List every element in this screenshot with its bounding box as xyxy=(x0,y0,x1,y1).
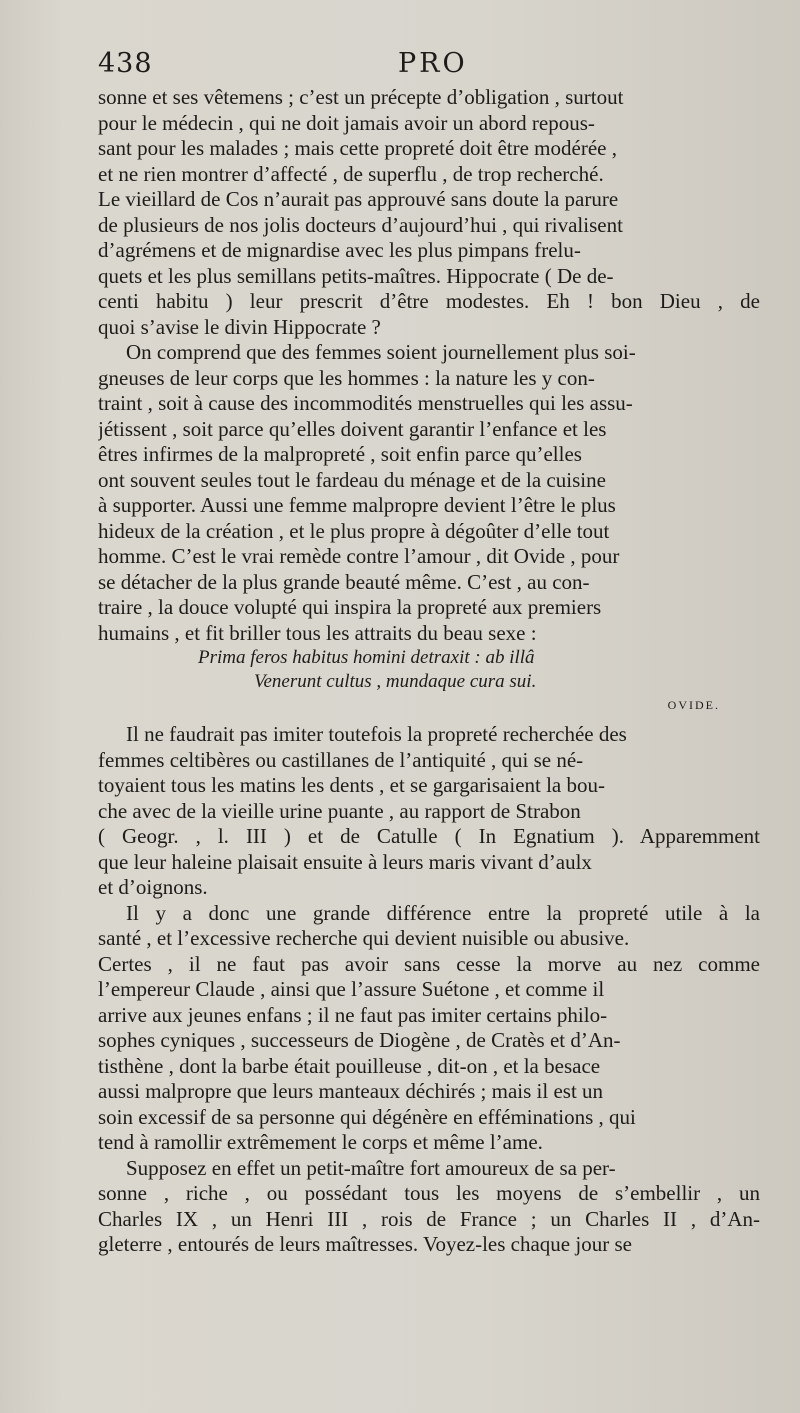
text-line: d’agrémens et de mignardise avec les plus pimpans frelu- xyxy=(98,238,581,262)
text-line: Le vieillard de Cos n’aurait pas approuvé sans doute la parure xyxy=(98,187,619,211)
text-line: Charles IX , un Henri III , rois de France ; un Charles II , d’An- xyxy=(98,1206,760,1231)
paragraph-1 xyxy=(98,85,760,340)
text-line: quets et les plus semillans petits-maîtres. Hippocrate ( De de- xyxy=(98,263,614,288)
text-line: tisthène , dont la barbe était pouilleuse , dit-on , et la besace xyxy=(98,1053,601,1078)
paragraph-3 xyxy=(98,722,760,901)
text-line: l’empereur Claude , ainsi que l’assure Suétone , et comme il xyxy=(98,977,605,1001)
text-line: gneuses de leur corps que les hommes : la nature les y con- xyxy=(98,365,595,390)
text-line: Certes , il ne faut pas avoir sans cesse la morve au nez comme xyxy=(98,951,760,976)
text-line: à supporter. Aussi une femme malpropre devient l’être le plus xyxy=(98,493,616,517)
text-line: de plusieurs de nos jolis docteurs d’aujourd’hui , qui rivalisent xyxy=(98,212,623,237)
verse-line: Prima feros habitus homini detraxit : ab illâ xyxy=(198,647,535,668)
text-line: soin excessif de sa personne qui dégénère en efféminations , qui xyxy=(98,1104,636,1129)
paragraph-2 xyxy=(98,340,760,646)
text-line: toyaient tous les matins les dents , et se gargarisaient la bou- xyxy=(98,773,605,797)
text-line: jétissent , soit parce qu’elles doivent garantir l’enfance et les xyxy=(98,416,607,441)
text-line: arrive aux jeunes enfans ; il ne faut pas imiter certains philo- xyxy=(98,1002,608,1027)
text-line: et d’oignons. xyxy=(98,875,208,899)
text-line: Il y a donc une grande différence entre la propreté utile à la xyxy=(126,900,760,925)
body-text xyxy=(98,85,760,1258)
text-line: pour le médecin , qui ne doit jamais avoir un abord repous- xyxy=(98,110,595,135)
text-line: tend à ramollir extrêmement le corps et même l’ame. xyxy=(98,1130,543,1154)
paragraph-4 xyxy=(98,901,760,1156)
text-line: traire , la douce volupté qui inspira la propreté aux premiers xyxy=(98,595,602,619)
text-line: que leur haleine plaisait ensuite à leurs maris vivant d’aulx xyxy=(98,849,592,874)
text-line: aussi malpropre que leurs manteaux déchirés ; mais il est un xyxy=(98,1079,604,1103)
verse-attribution: OVIDE. xyxy=(667,698,720,712)
text-line: sant pour les malades ; mais cette propreté doit être modérée , xyxy=(98,136,617,160)
text-line: êtres infirmes de la malpropreté , soit enfin parce qu’elles xyxy=(98,442,582,466)
text-line: sonne et ses vêtemens ; c’est un précepte d’obligation , surtout xyxy=(98,85,624,109)
text-line: humains , et fit briller tous les attraits du beau sexe : xyxy=(98,620,537,645)
text-line: traint , soit à cause des incommodités menstruelles qui les assu- xyxy=(98,391,633,415)
text-line: Supposez en effet un petit-maître fort amoureux de sa per- xyxy=(126,1155,616,1180)
text-line: Il ne faudrait pas imiter toutefois la propreté recherchée des xyxy=(126,722,627,746)
text-line: ( Geogr. , l. III ) et de Catulle ( In Egnatium ). Apparemment xyxy=(98,824,760,848)
text-line: santé , et l’excessive recherche qui devient nuisible ou abusive. xyxy=(98,926,630,950)
page-number: 438 xyxy=(98,48,153,79)
paragraph-5 xyxy=(98,1156,760,1258)
running-head: PRO xyxy=(398,48,468,79)
text-line: centi habitu ) leur prescrit d’être modestes. Eh ! bon Dieu , de xyxy=(98,289,760,313)
text-line: se détacher de la plus grande beauté même. C’est , au con- xyxy=(98,569,590,594)
verse-quotation xyxy=(98,646,760,716)
text-line: ont souvent seules tout le fardeau du ménage et de la cuisine xyxy=(98,467,606,492)
text-line: On comprend que des femmes soient journellement plus soi- xyxy=(126,340,636,364)
text-line: sophes cyniques , successeurs de Diogène , de Cratès et d’An- xyxy=(98,1028,621,1052)
text-line: quoi s’avise le divin Hippocrate ? xyxy=(98,314,381,339)
text-line: homme. C’est le vrai remède contre l’amour , dit Ovide , pour xyxy=(98,544,620,568)
text-line: femmes celtibères ou castillanes de l’antiquité , qui se né- xyxy=(98,747,584,772)
page-header xyxy=(98,44,760,84)
text-line: hideux de la création , et le plus propre à dégoûter d’elle tout xyxy=(98,518,610,543)
text-line: et ne rien montrer d’affecté , de superflu , de trop recherché. xyxy=(98,161,604,186)
verse-line: Venerunt cultus , mundaque cura sui. xyxy=(254,671,537,692)
text-line: gleterre , entourés de leurs maîtresses. Voyez-les chaque jour se xyxy=(98,1232,632,1256)
text-line: sonne , riche , ou possédant tous les moyens de s’embellir , un xyxy=(98,1181,760,1205)
text-line: che avec de la vieille urine puante , au rapport de Strabon xyxy=(98,798,581,823)
